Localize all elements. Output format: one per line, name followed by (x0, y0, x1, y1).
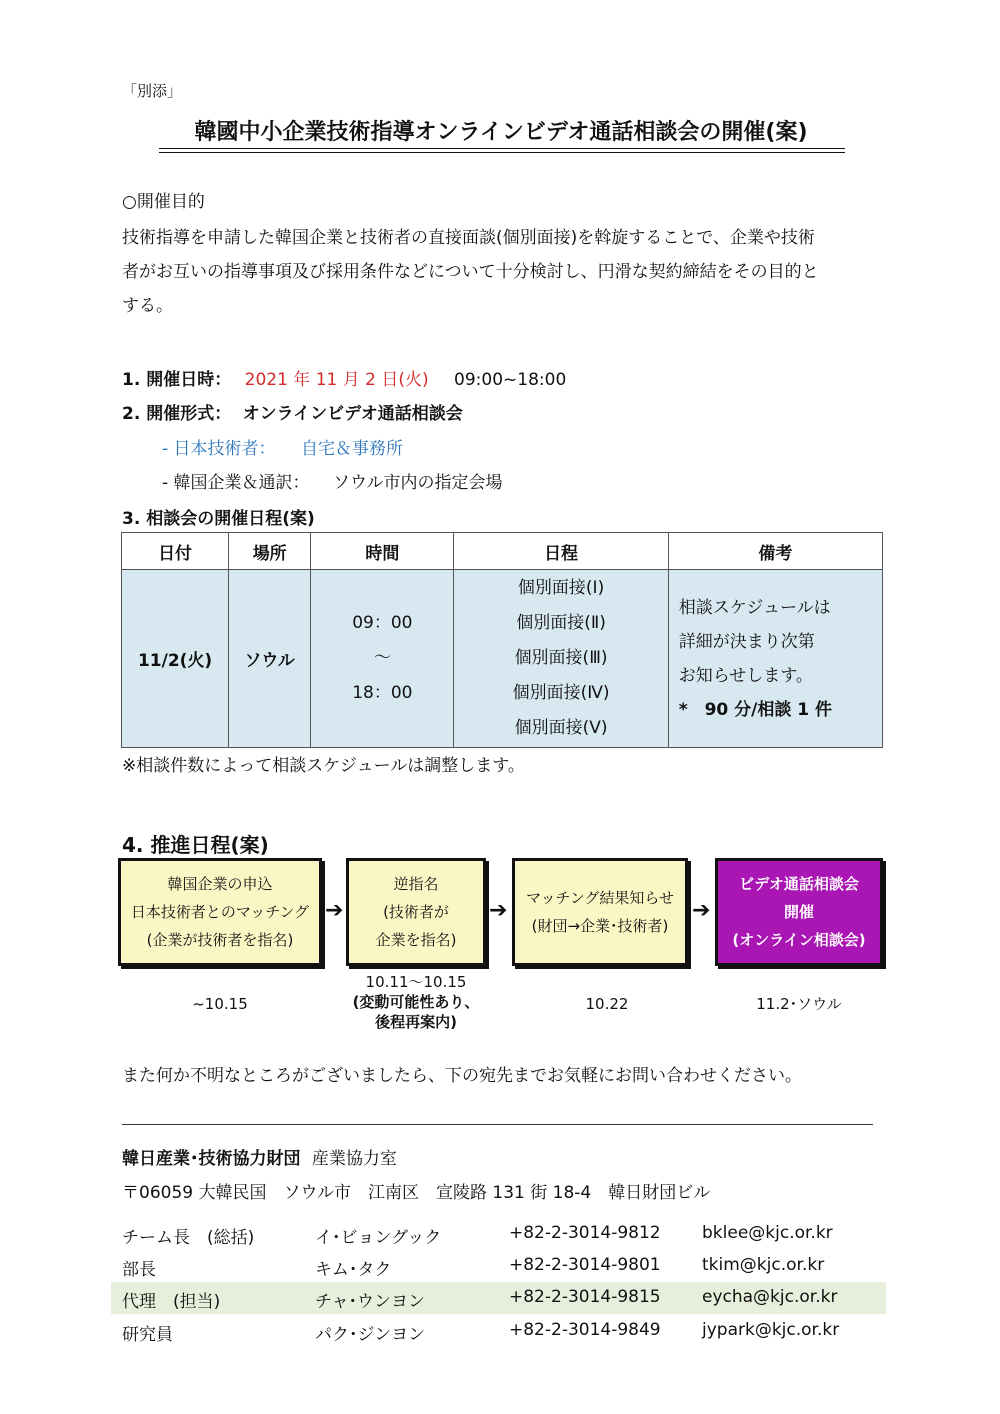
header-memo: 備考 (668, 533, 882, 570)
contact-phone: +82-2-3014-9812 (509, 1223, 661, 1243)
flow-step-video-meeting (715, 858, 883, 966)
memo-duration: * 90 分/相談 1 件 (678, 699, 833, 720)
flow-step-line: (技術者が (383, 903, 449, 921)
contact-name: チャ･ウンヨン (315, 1292, 425, 1312)
contact-name: キム･タク (315, 1260, 392, 1280)
time-start: 09：00 (352, 613, 413, 633)
contact-phone: +82-2-3014-9815 (509, 1287, 661, 1307)
flow-step-line: (財団→企業･技術者) (531, 917, 669, 935)
session-item: 個別面接(Ⅲ) (514, 648, 608, 668)
flow-date-line: (変動可能性あり、 (352, 993, 480, 1011)
format-korea-label: - 韓国企業＆通訳： (162, 473, 310, 493)
event-date: 2021 年 11 月 2 日(火) (244, 370, 429, 390)
table-note: ※相談件数によって相談スケジュールは調整します。 (122, 756, 525, 776)
table-row (122, 570, 883, 748)
contact-row (111, 1282, 886, 1314)
document-title: 韓國中小企業技術指導オンラインビデオ通話相談会の開催(案) (194, 120, 808, 145)
schedule-table (121, 532, 883, 748)
item3-label: 3. 相談会の開催日程(案) (122, 509, 315, 529)
arrow-icon: ➔ (325, 898, 344, 923)
item2-value: オンラインビデオ通話相談会 (242, 404, 463, 424)
divider (122, 1124, 873, 1125)
arrow-icon: ➔ (692, 898, 711, 923)
flow-step-line: 韓国企業の申込 (167, 875, 273, 893)
header-date: 日付 (122, 533, 229, 570)
session-item: 個別面接(Ⅱ) (516, 613, 606, 633)
flow-step-line: マッチング結果知らせ (526, 889, 674, 907)
attachment-label: 「別添」 (122, 82, 183, 100)
contact-email[interactable]: eycha@kjc.or.kr (702, 1287, 838, 1307)
time-separator: ～ (373, 648, 391, 668)
cell-place: ソウル (229, 570, 311, 748)
session-item: 個別面接(Ⅳ) (512, 683, 610, 703)
flow-step-line: 日本技術者とのマッチング (130, 903, 310, 921)
flow-step-line: 逆指名 (393, 875, 439, 893)
contact-email[interactable]: tkim@kjc.or.kr (702, 1255, 825, 1275)
cell-memo (668, 570, 882, 748)
item2-label: 2. 開催形式： (122, 404, 232, 424)
flow-step-line: (オンライン相談会) (732, 931, 866, 949)
cell-time (311, 570, 454, 748)
flow-date (336, 972, 496, 1032)
flow-step-line: 企業を指名) (375, 931, 457, 949)
closing-text: また何か不明なところがございましたら、下の宛先までお気軽にお問い合わせください。 (122, 1066, 802, 1086)
flow-step-reverse-nomination (346, 858, 486, 966)
flow-date: 10.22 (585, 995, 629, 1013)
title-underline-2 (159, 152, 845, 153)
event-time: 09:00~18:00 (454, 370, 567, 390)
flow-date-line: 後程再案内) (375, 1013, 457, 1031)
session-item: 個別面接(Ⅰ) (517, 578, 605, 598)
flow-date-line: 10.11～10.15 (365, 973, 467, 991)
org-address: 〒06059 大韓民国 ソウル市 江南区 宣陵路 131 街 18-4 韓日財団ビル (122, 1183, 711, 1203)
memo-line: 詳細が決まり次第 (678, 631, 815, 652)
format-korea-row (162, 468, 502, 493)
arrow-icon: ➔ (489, 898, 508, 923)
purpose-heading: ○開催目的 (122, 192, 205, 212)
contact-email[interactable]: bklee@kjc.or.kr (702, 1223, 833, 1243)
title-underline (159, 148, 845, 149)
flow-step-matching-result (512, 858, 688, 966)
item2-row (122, 399, 463, 424)
contact-email[interactable]: jypark@kjc.or.kr (702, 1320, 840, 1340)
format-japan-value: 自宅＆事務所 (300, 439, 403, 459)
header-time: 時間 (311, 533, 454, 570)
purpose-line: する。 (122, 296, 173, 316)
flow-step-apply (118, 858, 322, 966)
contact-phone: +82-2-3014-9801 (509, 1255, 661, 1275)
flow-date: ~10.15 (192, 995, 248, 1013)
org-name: 韓日産業･技術協力財団 (122, 1149, 301, 1169)
flow-date: 11.2･ソウル (756, 995, 842, 1013)
header-place: 場所 (229, 533, 311, 570)
time-end: 18：00 (352, 683, 413, 703)
cell-date: 11/2(火) (122, 570, 229, 748)
item1-label: 1. 開催日時： (122, 370, 232, 390)
contact-name: イ･ビョングック (315, 1228, 442, 1248)
format-japan-row (162, 434, 403, 459)
flow-step-line: (企業が技術者を指名) (146, 931, 294, 949)
contact-phone: +82-2-3014-9849 (509, 1320, 661, 1340)
memo-line: 相談スケジュールは (678, 597, 831, 618)
org-row (122, 1144, 397, 1169)
cell-sessions (454, 570, 668, 748)
flow-step-line: 開催 (783, 903, 814, 921)
contact-role: 代理 (担当) (122, 1292, 221, 1312)
contact-row (111, 1315, 886, 1347)
purpose-line: 技術指導を申請した韓国企業と技術者の直接面談(個別面接)を斡旋することで、企業や技術 (122, 228, 815, 248)
org-dept: 産業協力室 (311, 1149, 397, 1169)
contact-row (111, 1250, 886, 1282)
contact-role: チーム長 (総括) (122, 1228, 255, 1248)
contact-name: パク･ジンヨン (315, 1325, 426, 1345)
format-korea-value: ソウル市内の指定会場 (332, 473, 503, 493)
contact-role: 部長 (122, 1260, 156, 1280)
format-japan-label: - 日本技術者： (162, 439, 276, 459)
item4-label: 4. 推進日程(案) (122, 833, 269, 857)
memo-line: お知らせします。 (678, 665, 813, 686)
session-item: 個別面接(Ⅴ) (514, 718, 608, 738)
flow-step-line: ビデオ通話相談会 (739, 875, 859, 893)
table-header-row (122, 533, 883, 570)
contact-role: 研究員 (122, 1325, 173, 1345)
contact-row (111, 1218, 886, 1250)
header-schedule: 日程 (454, 533, 668, 570)
item1-row (122, 365, 566, 390)
purpose-line: 者がお互いの指導事項及び採用条件などについて十分検討し、円滑な契約締結をその目的と (122, 262, 819, 282)
